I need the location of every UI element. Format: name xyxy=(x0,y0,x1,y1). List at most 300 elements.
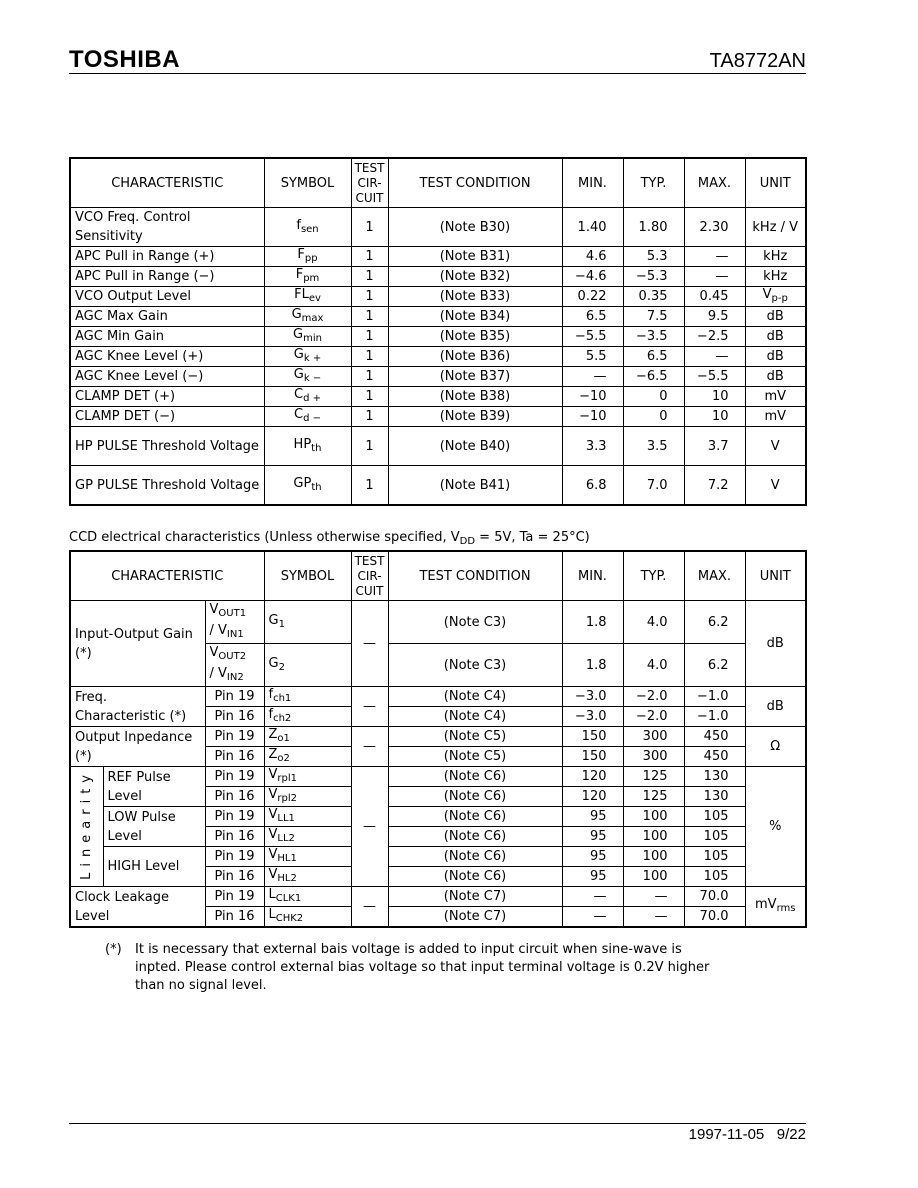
row-typ: 100 xyxy=(623,867,684,887)
header-test-condition: TEST CONDITION xyxy=(388,551,562,601)
row-max: 9.5 xyxy=(684,307,745,327)
row-max: 105 xyxy=(684,827,745,847)
row-symbol-base: Z xyxy=(268,747,278,762)
row-symbol-sub: ev xyxy=(308,293,321,304)
row-symbol-base: F xyxy=(297,247,305,262)
table-row xyxy=(70,267,806,287)
row-min: 120 xyxy=(562,787,623,807)
ccd-characteristics-table xyxy=(69,550,807,928)
output-impedance-label: Output Inpedance (*) xyxy=(70,727,205,767)
row-symbol-sub: CHK2 xyxy=(275,913,304,924)
row-characteristic: AGC Knee Level (+) xyxy=(70,347,264,367)
row-max: 10 xyxy=(684,407,745,427)
row-test-circuit: — xyxy=(351,767,388,887)
clock-leakage-label: Clock Leakage Level xyxy=(70,887,205,928)
row-max: — xyxy=(684,347,745,367)
linearity-group-label: LOW Pulse Level xyxy=(103,807,205,847)
footer-rule xyxy=(69,1123,806,1124)
row-max: −5.5 xyxy=(684,367,745,387)
row-symbol-base: L xyxy=(268,907,276,922)
row-symbol-base: V xyxy=(268,827,278,842)
row-min: −4.6 xyxy=(562,267,623,287)
row-typ: −5.3 xyxy=(623,267,684,287)
row-typ: 4.0 xyxy=(623,644,684,687)
row-test-condition: (Note C3) xyxy=(388,644,562,687)
row-max: — xyxy=(684,247,745,267)
row-typ: 7.5 xyxy=(623,307,684,327)
row-symbol-base: f xyxy=(268,687,274,702)
row-pin: Pin 19 xyxy=(205,727,264,747)
row-test-circuit: 1 xyxy=(351,208,388,247)
row-symbol xyxy=(264,644,351,687)
row-max: 130 xyxy=(684,787,745,807)
row-min: 150 xyxy=(562,727,623,747)
row-pin: Pin 19 xyxy=(205,687,264,707)
row-unit: kHz xyxy=(745,267,806,287)
header-symbol: SYMBOL xyxy=(264,551,351,601)
ratio-out-base: V xyxy=(209,645,219,660)
row-symbol xyxy=(264,287,351,307)
row-symbol-base: G xyxy=(291,307,302,322)
row-symbol-sub: th xyxy=(311,442,322,454)
row-test-condition: (Note B33) xyxy=(388,287,562,307)
row-symbol-base: V xyxy=(268,787,278,802)
row-max: 0.45 xyxy=(684,287,745,307)
ratio-in-sub: IN2 xyxy=(226,672,244,683)
row-symbol-base: V xyxy=(268,767,278,782)
row-min: 4.6 xyxy=(562,247,623,267)
unit-base: mV xyxy=(755,897,777,912)
ratio-in-sub: IN1 xyxy=(226,629,244,640)
row-test-circuit: — xyxy=(351,887,388,928)
row-symbol-sub: k + xyxy=(303,353,322,364)
table-row xyxy=(70,208,806,247)
ratio-in-base: / V xyxy=(209,623,227,638)
row-symbol-base: G xyxy=(293,367,304,382)
io-gain-label: Input-Output Gain (*) xyxy=(70,601,205,687)
io-ratio xyxy=(205,601,264,644)
table-row xyxy=(70,367,806,387)
row-min: 1.8 xyxy=(562,644,623,687)
row-test-condition: (Note B37) xyxy=(388,367,562,387)
row-min: 120 xyxy=(562,767,623,787)
row-test-condition: (Note B38) xyxy=(388,387,562,407)
characteristics-table xyxy=(69,157,807,506)
row-symbol-base: f xyxy=(268,707,274,722)
row-typ: — xyxy=(623,887,684,907)
row-test-circuit: — xyxy=(351,601,388,687)
row-unit: dB xyxy=(745,347,806,367)
row-symbol xyxy=(264,847,351,867)
row-symbol-sub: d − xyxy=(303,413,321,424)
row-characteristic: AGC Min Gain xyxy=(70,327,264,347)
row-max: 70.0 xyxy=(684,887,745,907)
row-symbol xyxy=(264,407,351,427)
row-symbol-sub: rpl2 xyxy=(277,793,298,804)
row-test-condition: (Note C4) xyxy=(388,707,562,727)
row-pin: Pin 19 xyxy=(205,767,264,787)
row-test-condition: (Note B32) xyxy=(388,267,562,287)
row-symbol-sub: CLK1 xyxy=(275,893,302,904)
table-row xyxy=(70,407,806,427)
row-typ: 7.0 xyxy=(623,466,684,506)
row-min: 95 xyxy=(562,807,623,827)
header-unit: UNIT xyxy=(745,158,806,208)
unit-base: V xyxy=(762,287,772,302)
row-symbol-sub: th xyxy=(311,481,322,493)
row-test-condition: (Note C6) xyxy=(388,787,562,807)
row-min: −5.5 xyxy=(562,327,623,347)
table-row xyxy=(70,727,806,747)
table-row xyxy=(70,287,806,307)
row-symbol-sub: ch1 xyxy=(273,693,292,704)
row-test-circuit: 1 xyxy=(351,247,388,267)
footer xyxy=(689,1126,806,1143)
header-test-circuit: TEST CIR-CUIT xyxy=(351,158,388,208)
row-min: −3.0 xyxy=(562,687,623,707)
row-max: 10 xyxy=(684,387,745,407)
row-test-condition: (Note C6) xyxy=(388,807,562,827)
row-symbol xyxy=(264,247,351,267)
table-row xyxy=(70,687,806,707)
row-typ: 100 xyxy=(623,827,684,847)
row-symbol-sub: o1 xyxy=(277,733,290,744)
row-test-circuit: 1 xyxy=(351,427,388,466)
header-characteristic: CHARACTERISTIC xyxy=(70,551,264,601)
row-symbol-base: F xyxy=(295,267,304,282)
linearity-group-label: REF Pulse Level xyxy=(103,767,205,807)
row-min: 95 xyxy=(562,867,623,887)
header-unit: UNIT xyxy=(745,551,806,601)
row-min: −10 xyxy=(562,387,623,407)
row-characteristic: VCO Freq. Control Sensitivity xyxy=(70,208,264,247)
row-typ: −3.5 xyxy=(623,327,684,347)
row-test-circuit: 1 xyxy=(351,347,388,367)
row-test-circuit: — xyxy=(351,727,388,767)
row-typ: 100 xyxy=(623,847,684,867)
row-test-condition: (Note B30) xyxy=(388,208,562,247)
row-test-condition: (Note B31) xyxy=(388,247,562,267)
ratio-in-base: / V xyxy=(209,666,227,681)
row-max: 7.2 xyxy=(684,466,745,506)
row-unit: mV xyxy=(745,387,806,407)
io-ratio xyxy=(205,644,264,687)
row-characteristic: AGC Max Gain xyxy=(70,307,264,327)
row-symbol xyxy=(264,727,351,747)
row-characteristic: GP PULSE Threshold Voltage xyxy=(70,466,264,506)
row-symbol-sub: HL2 xyxy=(277,873,297,884)
row-test-condition: (Note C7) xyxy=(388,907,562,928)
row-typ: 4.0 xyxy=(623,601,684,644)
ratio-in xyxy=(210,665,260,686)
row-symbol-base: G xyxy=(268,612,279,628)
row-min: 95 xyxy=(562,847,623,867)
row-test-condition: (Note B34) xyxy=(388,307,562,327)
row-unit: mV xyxy=(745,407,806,427)
row-test-condition: (Note C5) xyxy=(388,727,562,747)
row-symbol-base: C xyxy=(294,407,304,422)
ratio-out xyxy=(210,644,260,665)
row-symbol xyxy=(264,907,351,928)
ratio-out-sub: OUT2 xyxy=(218,651,247,662)
row-symbol-sub: 1 xyxy=(278,618,285,630)
row-characteristic: CLAMP DET (−) xyxy=(70,407,264,427)
unit-sub: p-p xyxy=(771,293,788,304)
row-typ: 125 xyxy=(623,787,684,807)
row-symbol-sub: rpl1 xyxy=(277,773,298,784)
linearity-text: Linearity xyxy=(79,769,95,880)
ratio-out-sub: OUT1 xyxy=(218,608,247,619)
row-symbol xyxy=(264,707,351,727)
ccd-title-sub: DD xyxy=(459,536,476,547)
row-max: −1.0 xyxy=(684,707,745,727)
row-max: 105 xyxy=(684,807,745,827)
row-symbol xyxy=(264,787,351,807)
row-min: −3.0 xyxy=(562,707,623,727)
row-min: 3.3 xyxy=(562,427,623,466)
row-max: 70.0 xyxy=(684,907,745,928)
row-typ: 1.80 xyxy=(623,208,684,247)
row-symbol xyxy=(264,767,351,787)
row-max: 105 xyxy=(684,847,745,867)
row-symbol-base: G xyxy=(293,347,304,362)
row-test-circuit: 1 xyxy=(351,367,388,387)
row-min: 95 xyxy=(562,827,623,847)
row-test-circuit: 1 xyxy=(351,466,388,506)
row-unit: dB xyxy=(745,327,806,347)
table-row xyxy=(70,307,806,327)
row-pin: Pin 16 xyxy=(205,747,264,767)
row-pin: Pin 19 xyxy=(205,807,264,827)
row-test-condition: (Note C6) xyxy=(388,867,562,887)
ratio-in xyxy=(210,622,260,643)
row-symbol xyxy=(264,466,351,506)
row-characteristic: APC Pull in Range (+) xyxy=(70,247,264,267)
brand-logo: TOSHIBA xyxy=(69,46,181,73)
row-typ: 125 xyxy=(623,767,684,787)
row-test-circuit: — xyxy=(351,687,388,727)
ratio-out xyxy=(210,601,260,622)
row-symbol-base: GP xyxy=(293,475,312,491)
row-pin: Pin 16 xyxy=(205,787,264,807)
header-max: MAX. xyxy=(684,551,745,601)
row-test-circuit: 1 xyxy=(351,307,388,327)
table-row xyxy=(70,247,806,267)
row-test-condition: (Note C7) xyxy=(388,887,562,907)
row-symbol-sub: HL1 xyxy=(277,853,297,864)
table-row xyxy=(70,327,806,347)
row-pin: Pin 16 xyxy=(205,827,264,847)
row-symbol-base: FL xyxy=(294,287,309,302)
row-max: 130 xyxy=(684,767,745,787)
row-symbol-base: C xyxy=(294,387,304,402)
row-symbol-sub: min xyxy=(303,333,322,344)
row-typ: 0 xyxy=(623,387,684,407)
row-max: 6.2 xyxy=(684,601,745,644)
row-symbol xyxy=(264,807,351,827)
row-unit: % xyxy=(745,767,806,887)
row-test-condition: (Note B35) xyxy=(388,327,562,347)
header-symbol: SYMBOL xyxy=(264,158,351,208)
freq-characteristic-label: Freq. Characteristic (*) xyxy=(70,687,205,727)
row-symbol xyxy=(264,867,351,887)
row-characteristic: VCO Output Level xyxy=(70,287,264,307)
row-symbol-sub: max xyxy=(301,313,324,324)
ccd-section-title xyxy=(69,530,590,547)
row-max: 2.30 xyxy=(684,208,745,247)
row-typ: 6.5 xyxy=(623,347,684,367)
row-min: 150 xyxy=(562,747,623,767)
row-test-condition: (Note C3) xyxy=(388,601,562,644)
row-pin: Pin 19 xyxy=(205,887,264,907)
footer-date: 1997-11-05 xyxy=(688,1126,765,1143)
row-max: 450 xyxy=(684,727,745,747)
row-symbol-base: f xyxy=(296,217,301,233)
row-symbol-base: V xyxy=(268,867,278,882)
row-symbol-sub: d + xyxy=(303,393,321,404)
row-symbol-base: G xyxy=(293,327,304,342)
ccd-title-post: = 5V, Ta = 25°C) xyxy=(475,530,590,545)
row-test-circuit: 1 xyxy=(351,387,388,407)
row-symbol-sub: sen xyxy=(300,223,319,235)
unit-sub: rms xyxy=(776,903,796,914)
row-characteristic: APC Pull in Range (−) xyxy=(70,267,264,287)
row-symbol-base: G xyxy=(268,655,279,671)
row-max: 105 xyxy=(684,867,745,887)
row-test-condition: (Note B36) xyxy=(388,347,562,367)
table-header-row xyxy=(70,551,806,601)
row-typ: — xyxy=(623,907,684,928)
row-pin: Pin 16 xyxy=(205,867,264,887)
row-symbol-sub: LL2 xyxy=(277,833,295,844)
row-test-condition: (Note C5) xyxy=(388,747,562,767)
row-max: 450 xyxy=(684,747,745,767)
header-rule xyxy=(69,73,806,74)
row-test-condition: (Note C4) xyxy=(388,687,562,707)
header-min: MIN. xyxy=(562,158,623,208)
table-row xyxy=(70,807,806,827)
row-typ: −2.0 xyxy=(623,707,684,727)
row-typ: 100 xyxy=(623,807,684,827)
row-unit: kHz xyxy=(745,247,806,267)
row-symbol xyxy=(264,887,351,907)
footnote-text: It is necessary that external bais voltage is added to input circuit when sine-wave is xyxy=(135,942,682,957)
table-row xyxy=(70,427,806,466)
row-unit: dB xyxy=(745,687,806,727)
header-test-condition: TEST CONDITION xyxy=(388,158,562,208)
row-unit: V xyxy=(745,427,806,466)
row-typ: −2.0 xyxy=(623,687,684,707)
footnote-line: than no signal level. xyxy=(135,978,267,993)
row-test-circuit: 1 xyxy=(351,287,388,307)
row-min: 1.8 xyxy=(562,601,623,644)
table-row xyxy=(70,887,806,907)
row-symbol-base: HP xyxy=(293,436,312,452)
row-max: −2.5 xyxy=(684,327,745,347)
row-unit xyxy=(745,287,806,307)
row-unit: dB xyxy=(745,367,806,387)
row-unit: dB xyxy=(745,307,806,327)
ratio-out-base: V xyxy=(209,602,219,617)
row-symbol xyxy=(264,687,351,707)
row-symbol-base: L xyxy=(268,887,276,902)
row-symbol-base: V xyxy=(268,807,278,822)
footnote xyxy=(105,941,785,995)
row-pin: Pin 16 xyxy=(205,707,264,727)
row-symbol-sub: k − xyxy=(303,373,322,384)
linearity-label xyxy=(70,767,103,887)
row-symbol xyxy=(264,427,351,466)
row-test-condition: (Note C6) xyxy=(388,767,562,787)
table-row xyxy=(70,466,806,506)
row-characteristic: AGC Knee Level (−) xyxy=(70,367,264,387)
row-symbol xyxy=(264,827,351,847)
row-symbol-sub: 2 xyxy=(278,661,285,673)
row-min: 5.5 xyxy=(562,347,623,367)
header-max: MAX. xyxy=(684,158,745,208)
row-typ: 5.3 xyxy=(623,247,684,267)
row-typ: 300 xyxy=(623,727,684,747)
row-test-circuit: 1 xyxy=(351,407,388,427)
footnote-line: inpted. Please control external bias voltage so that input terminal voltage is 0.2V higher xyxy=(135,960,710,975)
header-min: MIN. xyxy=(562,551,623,601)
ccd-title-pre: CCD electrical characteristics (Unless otherwise specified, V xyxy=(69,530,460,545)
row-min: 6.5 xyxy=(562,307,623,327)
row-characteristic: CLAMP DET (+) xyxy=(70,387,264,407)
row-min: 6.8 xyxy=(562,466,623,506)
table-row xyxy=(70,387,806,407)
row-symbol-base: V xyxy=(268,847,278,862)
part-number: TA8772AN xyxy=(709,50,806,72)
header-typ: TYP. xyxy=(623,551,684,601)
row-min: — xyxy=(562,887,623,907)
row-max: 3.7 xyxy=(684,427,745,466)
table-header-row xyxy=(70,158,806,208)
header-characteristic: CHARACTERISTIC xyxy=(70,158,264,208)
row-min: −10 xyxy=(562,407,623,427)
row-max: — xyxy=(684,267,745,287)
row-test-condition: (Note C6) xyxy=(388,827,562,847)
row-test-circuit: 1 xyxy=(351,267,388,287)
row-symbol xyxy=(264,387,351,407)
row-characteristic: HP PULSE Threshold Voltage xyxy=(70,427,264,466)
row-unit: V xyxy=(745,466,806,506)
row-typ: 300 xyxy=(623,747,684,767)
row-unit xyxy=(745,887,806,928)
table-row xyxy=(70,767,806,787)
row-symbol-sub: o2 xyxy=(277,753,290,764)
table-row xyxy=(70,347,806,367)
row-symbol-sub: ch2 xyxy=(273,713,292,724)
row-unit: dB xyxy=(745,601,806,687)
footnote-line xyxy=(105,941,785,959)
row-symbol-base: Z xyxy=(268,727,278,742)
row-symbol xyxy=(264,367,351,387)
table1-body xyxy=(70,208,806,506)
footnote-marker: (*) xyxy=(105,942,122,957)
row-unit: kHz / V xyxy=(745,208,806,247)
row-min: 1.40 xyxy=(562,208,623,247)
row-max: 6.2 xyxy=(684,644,745,687)
row-max: −1.0 xyxy=(684,687,745,707)
linearity-group-label: HIGH Level xyxy=(103,847,205,887)
row-min: — xyxy=(562,367,623,387)
row-test-condition: (Note B40) xyxy=(388,427,562,466)
row-typ: 3.5 xyxy=(623,427,684,466)
row-typ: 0.35 xyxy=(623,287,684,307)
table-row xyxy=(70,847,806,867)
row-symbol xyxy=(264,747,351,767)
